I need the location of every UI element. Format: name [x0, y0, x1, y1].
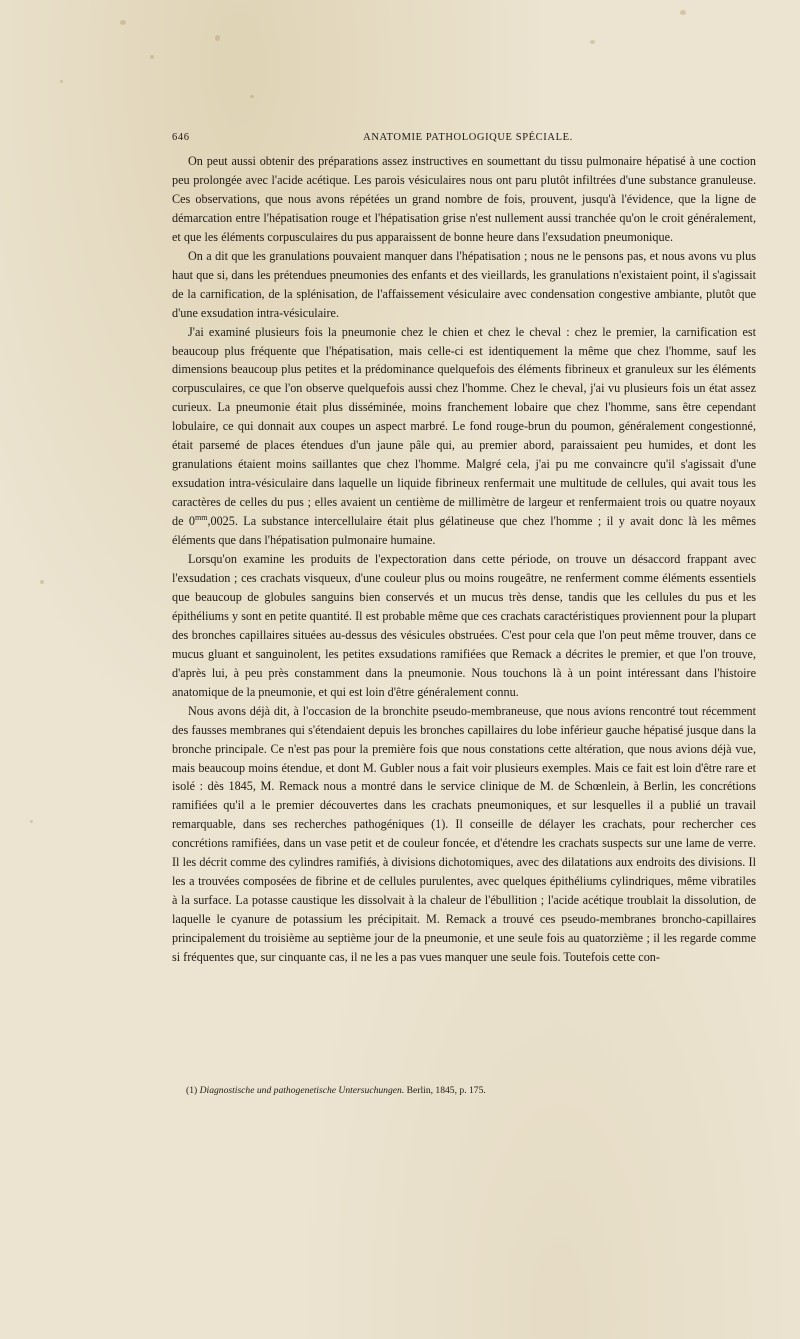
foxing-spot [215, 35, 220, 41]
foxing-spot [590, 40, 595, 44]
foxing-spot [680, 10, 686, 15]
paragraph: On a dit que les granulations pouvaient manquer dans l'hépatisation ; nous ne le pensons pas, et nous avons vu plus haut que si, dans les prétendues pneumonies des enfants et des vieillards, les granulations n'existaient point, il s'agissait de la carnification, de la splénisation, de l'affaissement vésiculaire avec condensation congestive ambiante, plutôt que d'une exsudation intra-vésiculaire. [172, 248, 756, 320]
footnote-reference: Berlin, 1845, p. 175. [406, 1085, 486, 1096]
foxing-spot [250, 95, 254, 98]
foxing-spot [30, 820, 33, 823]
page-header [172, 132, 764, 148]
page-number: 646 [172, 132, 190, 143]
body-text [172, 152, 756, 967]
unit-superscript: mm [194, 513, 208, 523]
paragraph: On peut aussi obtenir des préparations assez instructives en soumettant du tissu pulmonaire hépatisé à une coction peu prolongée avec l'acide acétique. Les parois vésiculaires nous ont paru plutôt infiltrées d'une substance granuleuse. Ces observations, que nous avons répétées un grand nombre de fois, prouvent, jusqu'à l'évidence, que la ligne de démarcation entre l'hépatisation rouge et l'hépatisation grise n'est nullement aussi tranchée qu'on le croit généralement, et que les éléments corpusculaires du pus apparaissent de bonne heure dans l'exsudation pneumonique. [172, 154, 756, 244]
paragraph: Nous avons déjà dit, à l'occasion de la bronchite pseudo-membraneuse, que nous avions rencontré tout récemment des fausses membranes qui s'étendaient depuis les bronches capillaires du lobe inférieur gauche hépatisé jusque dans la bronche principale. Ce n'est pas pour la première fois que nous constations cette altération, que nous avions déjà vue, mais beaucoup moins étendue, et dont M. Gubler nous a fait voir plusieurs exemples. Mais ce fait est loin d'être rare et isolé : dès 1845, M. Remack nous a montré dans le service clinique de M. de Schœnlein, à Berlin, les concrétions ramifiées qu'il a le premier découvertes dans les crachats pneumoniques, et sur lesquelles il a publié un travail remarquable, dans ses recherches pathogéniques (1). Il conseille de délayer les crachats, pour rechercher ces concrétions ramifiées, dans un vase petit et de couleur foncée, et d'étendre les crachats suspects sur une lame de verre. Il les décrit comme des cylindres ramifiés, à divisions dichotomiques, avec des dilatations aux endroits des divisions. Il les a trouvées composées de fibrine et de cellules purulentes, avec quelques épithéliums cylindriques, même vibratiles à la surface. La potasse caustique les dissolvait à la chaleur de l'ébullition ; l'acide acétique troublait la dissolution, de laquelle le cyanure de potassium les précipitait. M. Remack a trouvé ces pseudo-membranes broncho-capillaires principalement du troisième au septième jour de la pneumonie, et une seule fois au quatorzième ; il les regarde comme si fréquentes que, sur cinquante cas, il ne les a pas vues manquer une seule fois. Toutefois cette con- [172, 703, 756, 965]
paragraph-text: J'ai examiné plusieurs fois la pneumonie chez le chien et chez le cheval : chez le premier, la carnification est beaucoup plus fréquente que l'hépatisation, mais celle-ci est identiquement la même que chez l'homme, sauf les dimensions beaucoup plus petites et la prédominance quelquefois des éléments fibrineux et granuleux sur les éléments corpusculaires, ce que l'on observe quelquefois aussi chez l'homme. Chez le cheval, j'ai vu plusieurs fois un état assez curieux. La pneumonie était plus disséminée, moins franchement lobaire que chez l'homme, sans être cependant lobulaire, ce qui donnait aux coupes un aspect marbré. Le fond rouge-brun du poumon, généralement congestionné, était parsemé de places étendues d'un jaune pâle qui, au premier abord, paraissaient peu humides, et dont les granulations étaient moins saillantes que chez l'homme. Malgré cela, j'ai pu me convaincre qu'il s'agissait d'une exsudation intra-vésiculaire dans laquelle un liquide fibrineux renfermait une multitude de cellules, qui avait tous les caractères de celles du pus ; elles avaient un centième de millimètre de largeur et renfermaient trois ou quatre noyaux de 0 [172, 324, 756, 529]
foxing-spot [40, 580, 44, 584]
foxing-spot [60, 80, 63, 83]
paragraph-text: ,0025. La substance intercellulaire était plus gélatineuse que chez l'homme ; il y avait donc là les mêmes éléments que dans l'hépatisation pulmonaire humaine. [172, 514, 756, 548]
footnote-number: (1) [186, 1085, 198, 1096]
foxing-spot [120, 20, 126, 25]
running-head: ANATOMIE PATHOLOGIQUE SPÉCIALE. [363, 132, 573, 143]
footnote-title: Diagnostische und pathogenetische Untersuchungen. [199, 1085, 405, 1096]
paragraph [172, 323, 756, 550]
footnote [186, 1084, 746, 1097]
paragraph: Lorsqu'on examine les produits de l'expectoration dans cette période, on trouve un désaccord frappant avec l'exsudation ; ces crachats visqueux, d'une couleur plus ou moins rougeâtre, ne renferment comme éléments essentiels que beaucoup de globules sanguins bien conservés et un mucus très dense, tandis que les cellules du pus et les épithéliums y sont en petite quantité. Il est probable même que ces crachats caractéristiques proviennent pour la plupart des bronches capillaires situées au-dessus des vésicules obstruées. C'est pour cela que l'on peut même trouver, dans ce mucus gluant et sanguinolent, les petites exsudations ramifiées que Remack a décrites le premier, et que l'on trouve, d'après lui, à peu près constamment dans la pneumonie. Nous touchons là à un point intéressant dans l'histoire anatomique de la pneumonie, et qui est loin d'être généralement connu. [172, 552, 756, 699]
foxing-spot [150, 55, 154, 59]
